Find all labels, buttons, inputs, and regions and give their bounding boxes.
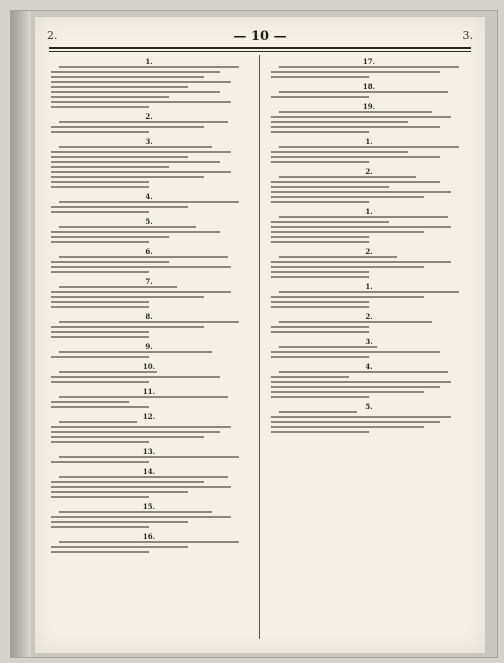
notice [51,447,247,463]
page-number: — 10 — [233,29,287,44]
text-line [279,66,459,68]
text-line [271,131,369,133]
notice [51,467,247,498]
text-line [51,171,231,173]
notice-number: 3. [145,137,153,146]
text-line [51,81,231,83]
text-line [271,96,369,98]
text-line [51,271,149,273]
notice [51,247,247,273]
text-line [271,381,451,383]
notice [271,337,467,358]
text-line [271,416,451,418]
notice [51,362,247,383]
notice-number: 8. [145,312,153,321]
header-rule [49,47,471,49]
text-line [51,106,149,108]
text-line [51,376,220,378]
notice-number: 9. [145,342,153,351]
text-line [271,426,424,428]
text-line [51,296,204,298]
text-line [271,226,451,228]
text-line [271,261,451,263]
text-line [271,331,369,333]
text-line [271,306,369,308]
text-line [279,111,432,113]
notice [51,57,247,108]
text-line [279,346,377,348]
text-line [51,71,220,73]
binding-edge [11,11,31,657]
notice [271,82,467,98]
text-line [51,301,149,303]
notice [51,532,247,553]
text-line [271,71,440,73]
notice-number: 2. [365,247,373,256]
text-line [59,396,228,398]
text-line [51,91,220,93]
text-line [279,321,432,323]
text-line [271,201,369,203]
text-line [279,146,459,148]
notice-number: 18. [362,82,376,91]
left-column [51,57,247,557]
text-line [271,396,369,398]
text-line [59,541,239,543]
text-line [279,216,448,218]
text-line [59,121,228,123]
text-line [59,321,239,323]
text-line [51,161,220,163]
text-line [279,91,448,93]
text-line [51,491,188,493]
text-line [271,161,369,163]
text-line [51,496,149,498]
text-line [59,421,137,423]
text-line [51,326,204,328]
notice [271,167,467,203]
text-line [271,376,349,378]
text-line [51,426,231,428]
notice [271,402,467,433]
text-line [51,486,231,488]
text-line [51,211,149,213]
text-line [51,96,169,98]
notice-number: 7. [145,277,153,286]
text-line [59,476,228,478]
text-line [51,151,231,153]
text-line [51,166,169,168]
text-line [51,356,149,358]
text-line [271,301,369,303]
notice-number: 2. [365,167,373,176]
notice-number: 1. [365,282,373,291]
text-line [51,436,204,438]
text-line [279,371,448,373]
corner-mark-right: 3. [462,29,473,42]
text-line [51,231,220,233]
notice-number: 13. [142,447,156,456]
notice [51,277,247,308]
notice-number: 1. [365,207,373,216]
text-line [51,126,204,128]
notice [51,342,247,358]
notice-number: 17. [362,57,376,66]
text-line [59,146,212,148]
text-line [59,226,196,228]
notice-number: 5. [145,217,153,226]
text-line [51,186,149,188]
text-line [51,551,149,553]
text-line [51,76,204,78]
notice [271,247,467,278]
text-line [271,386,440,388]
text-line [51,181,149,183]
text-line [51,86,188,88]
text-line [271,351,440,353]
text-line [51,401,129,403]
text-line [271,191,451,193]
text-line [271,391,424,393]
text-line [51,266,231,268]
text-line [51,306,149,308]
text-line [271,196,424,198]
text-line [279,176,416,178]
notice-number: 1. [145,57,153,66]
scan-frame [10,10,498,658]
text-line [51,156,188,158]
text-line [51,516,231,518]
notice [51,502,247,528]
text-line [51,131,149,133]
column-divider [259,55,260,639]
notice-number: 16. [142,532,156,541]
notice [271,137,467,163]
notice [51,312,247,338]
text-line [51,176,204,178]
text-line [271,156,440,158]
notice [51,412,247,443]
notice-number: 15. [142,502,156,511]
text-line [271,276,369,278]
notice [51,112,247,133]
text-line [271,241,369,243]
text-line [271,326,369,328]
text-line [59,351,212,353]
text-line [51,546,188,548]
notice-number: 14. [142,467,156,476]
text-line [51,241,149,243]
text-line [59,456,239,458]
text-line [279,291,459,293]
text-line [271,116,451,118]
text-line [51,431,220,433]
text-line [59,256,228,258]
notice-number: 2. [365,312,373,321]
text-line [51,336,149,338]
text-line [51,441,149,443]
notice [271,282,467,308]
text-line [51,526,149,528]
text-line [59,201,239,203]
notice-number: 11. [142,387,156,396]
text-line [271,356,369,358]
text-line [51,381,149,383]
notice-number: 1. [365,137,373,146]
text-line [271,431,369,433]
notice [271,102,467,133]
notice-number: 12. [142,412,156,421]
notice-number: 19. [362,102,376,111]
corner-mark-left: 2. [47,29,58,42]
notice [271,207,467,243]
header-rule-thin [49,51,471,52]
text-line [51,481,204,483]
notice [271,57,467,78]
text-line [51,291,231,293]
text-line [59,286,177,288]
text-line [59,511,212,513]
text-line [51,236,169,238]
notice [51,387,247,408]
notice [271,362,467,398]
text-line [271,296,424,298]
text-line [59,66,239,68]
text-line [51,406,149,408]
notice-number: 3. [365,337,373,346]
text-line [271,126,440,128]
newspaper-page [35,17,485,653]
text-line [271,236,369,238]
text-line [279,411,357,413]
text-line [51,206,188,208]
text-line [51,461,149,463]
text-line [51,101,231,103]
notice [51,137,247,188]
text-line [271,181,440,183]
text-line [271,231,424,233]
notice-number: 6. [145,247,153,256]
text-line [271,76,369,78]
text-line [59,371,157,373]
notice-number: 4. [365,362,373,371]
text-line [271,121,408,123]
notice-number: 10. [142,362,156,371]
text-line [271,221,389,223]
text-line [271,186,389,188]
text-line [51,521,188,523]
right-column [271,57,467,437]
notice [271,312,467,333]
notice [51,192,247,213]
text-line [271,151,408,153]
notice-number: 4. [145,192,153,201]
text-line [279,256,397,258]
notice-number: 2. [145,112,153,121]
text-line [51,261,169,263]
text-line [271,421,440,423]
text-line [51,331,149,333]
text-line [271,266,424,268]
text-line [271,271,369,273]
notice-number: 5. [365,402,373,411]
notice [51,217,247,243]
